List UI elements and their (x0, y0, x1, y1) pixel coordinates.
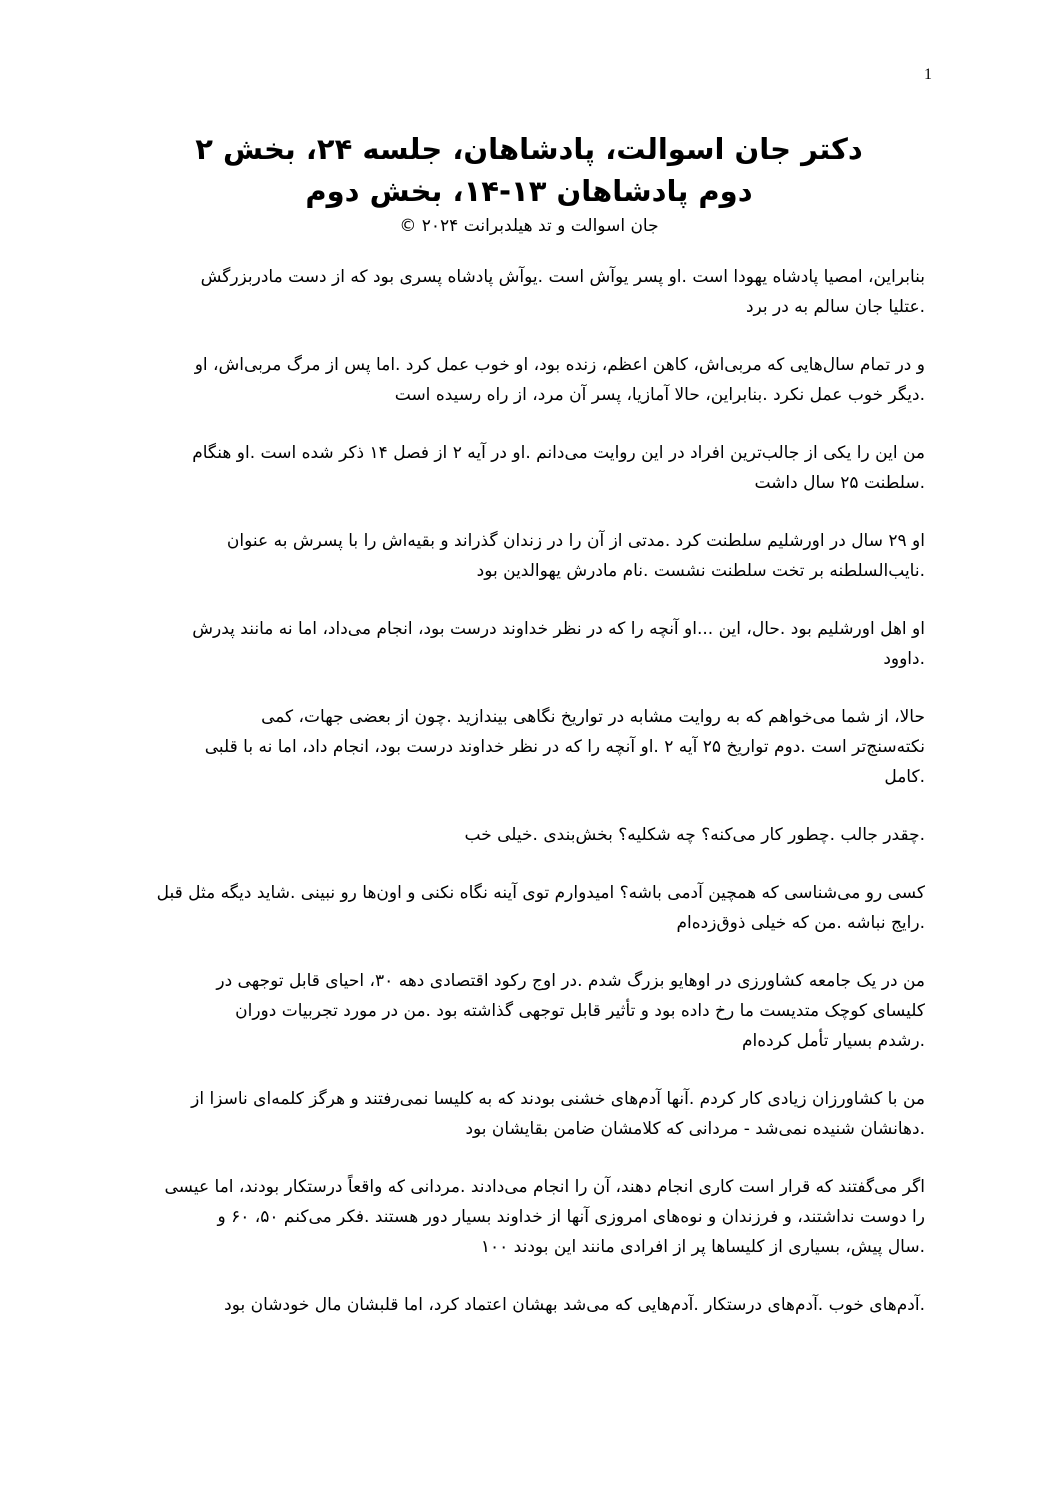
document-title-line-2: دوم پادشاهان ۱۳-۱۴، بخش دوم (305, 174, 753, 208)
paragraph-line: .سال پیش، بسیاری از کلیساها پر از افرادی مانند این بودند ۱۰۰ (480, 1237, 925, 1257)
paragraph-2 (128, 350, 925, 410)
paragraph-6 (128, 702, 925, 792)
paragraph-line: .دهانشان شنیده نمی‌شد - مردانی که کلامشان ضامن بقایشان بود (465, 1119, 925, 1139)
paragraph-line: نکته‌سنج‌تر است .دوم تواریخ ۲۵ آیه ۲ .او آنچه را که در نظر خداوند درست بود، انجام داد، اما نه با قلبی (204, 737, 925, 757)
paragraph-line: من این را یکی از جالب‌ترین افراد در این روایت می‌دانم .او در آیه ۲ از فصل ۱۴ ذکر شده است .او هنگام (192, 443, 925, 463)
document-title-line-1: دکتر جان اسوالت، پادشاهان، جلسه ۲۴، بخش ۲ (195, 132, 863, 166)
paragraph-line: او اهل اورشلیم بود .حال، این ...او آنچه را که در نظر خداوند درست بود، انجام می‌داد، اما نه مانند پدرش (192, 619, 925, 639)
paragraph-5 (128, 614, 925, 674)
paragraph-line: را دوست نداشتند، و فرزندان و نوه‌های امروزی آنها از خداوند بسیار دور هستند .فکر می‌کنم ۵۰، ۶۰ و (217, 1207, 925, 1227)
paragraph-line: حالا، از شما می‌خواهم که به روایت مشابه در تواریخ نگاهی بیندازید .چون از بعضی جهات، کمی (261, 707, 925, 727)
paragraph-9 (128, 966, 925, 1056)
paragraph-12 (128, 1290, 925, 1320)
paragraph-line: .سلطنت ۲۵ سال داشت (754, 473, 925, 493)
title-block (0, 128, 1058, 240)
paragraph-11 (128, 1172, 925, 1262)
paragraph-line: کسی رو می‌شناسی که همچین آدمی باشه؟ امیدوارم توی آینه نگاه نکنی و اون‌ها رو نبینی .شاید دیگه مثل قبل (156, 883, 925, 903)
paragraph-line: .رشدم بسیار تأمل کرده‌ام (741, 1031, 925, 1051)
copyright-line: جان اسوالت و تد هیلدبرانت ۲۰۲۴ © (399, 216, 659, 236)
paragraph-10 (128, 1084, 925, 1144)
paragraph-line: و در تمام سال‌هایی که مربی‌اش، کاهن اعظم، زنده بود، او خوب عمل کرد .اما پس از مرگ مربی‌اش، او (194, 355, 925, 375)
paragraph-line: اگر می‌گفتند که قرار است کاری انجام دهند، آن را انجام می‌دادند .مردانی که واقعاً درستکار بودند، اما عیسی (164, 1177, 925, 1197)
paragraph-4 (128, 526, 925, 586)
paragraph-line: .عتلیا جان سالم به در برد (745, 297, 925, 317)
paragraph-8 (128, 878, 925, 938)
paragraph-3 (128, 438, 925, 498)
paragraph-line: .داوود (883, 649, 925, 669)
paragraph-7 (128, 820, 925, 850)
paragraph-line: من با کشاورزان زیادی کار کردم .آنها آدم‌های خشنی بودند که به کلیسا نمی‌رفتند و هرگز کلمه‌ای ناسزا از (191, 1089, 925, 1109)
page-number: 1 (924, 66, 932, 83)
paragraph-line: .کامل (884, 767, 925, 787)
paragraph-line: .نایب‌السلطنه بر تخت سلطنت نشست .نام مادرش یهوالدین بود (476, 561, 925, 581)
paragraph-line: .چقدر جالب .چطور کار می‌کنه؟ چه شکلیه؟ بخش‌بندی .خیلی خب (464, 825, 925, 845)
body-content (128, 262, 925, 1348)
paragraph-line: .آدم‌های خوب .آدم‌های درستکار .آدم‌هایی که می‌شد بهشان اعتماد کرد، اما قلبشان مال خودشان بود (224, 1295, 925, 1315)
paragraph-line: من در یک جامعه کشاورزی در اوهایو بزرگ شدم .در اوج رکود اقتصادی دهه ۳۰، احیای قابل توجهی در (216, 971, 925, 991)
paragraph-line: .دیگر خوب عمل نکرد .بنابراین، حالا آمازیا، پسر آن مرد، از راه رسیده است (394, 385, 925, 405)
paragraph-line: .رایج نباشه .من که خیلی ذوق‌زده‌ام (676, 913, 925, 933)
paragraph-line: بنابراین، امصیا پادشاه یهودا است .او پسر یوآش است .یوآش پادشاه پسری بود که از دست مادربزرگش (200, 267, 925, 287)
paragraph-line: کلیسای کوچک متدیست ما رخ داده بود و تأثیر قابل توجهی گذاشته بود .من در مورد تجربیات دوران (235, 1001, 925, 1021)
paragraph-1 (128, 262, 925, 322)
paragraph-line: او ۲۹ سال در اورشلیم سلطنت کرد .مدتی از آن را در زندان گذراند و بقیه‌اش را با پسرش به عنوان (226, 531, 925, 551)
